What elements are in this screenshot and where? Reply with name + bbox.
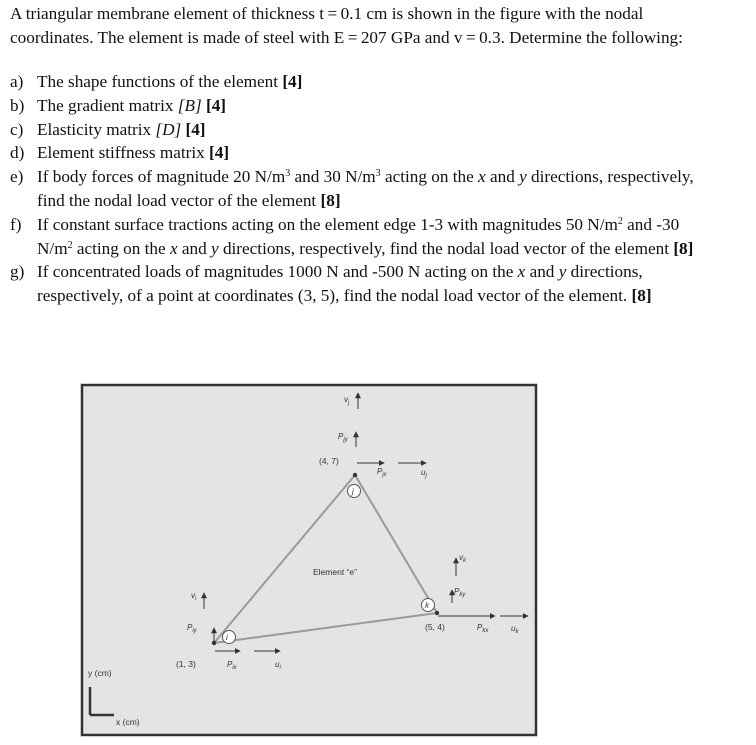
- node-i-v: $v_i$: [191, 591, 197, 602]
- question-g: [10, 260, 750, 308]
- node-k-point: [435, 611, 439, 615]
- matrix-symbol: [D]: [155, 119, 182, 139]
- node-i-px: $P_{ix}$: [227, 660, 237, 671]
- node-i-coords: (1, 3): [176, 659, 196, 669]
- node-j-point: [353, 473, 357, 477]
- question-text: and: [525, 262, 559, 282]
- question-label: d): [10, 143, 25, 163]
- question-text: respectively, of a point at coordinates (3, 5), find the nodal load vector of the element.: [37, 286, 628, 306]
- question-text: The shape functions of the element: [37, 72, 279, 91]
- question-label: b): [10, 95, 25, 115]
- problem-statement: [10, 2, 750, 49]
- node-j-u: $u_j$: [421, 468, 427, 479]
- question-text: N/m: [37, 238, 68, 258]
- question-marks: [4]: [205, 95, 227, 115]
- question-text: Elasticity matrix: [37, 119, 152, 139]
- question-c: [10, 118, 750, 142]
- element-label: Element “e”: [313, 567, 357, 577]
- variable-x: x: [517, 262, 526, 282]
- element-figure: [80, 383, 640, 738]
- question-text: directions, respectively,: [526, 167, 694, 187]
- variable-y: y: [519, 167, 527, 187]
- question-text: and -30: [622, 214, 680, 234]
- superscript: 2: [617, 215, 623, 227]
- question-text: If concentrated loads of magnitudes 1000 N and -500 N acting on the: [37, 262, 518, 282]
- node-j-v: $v_j$: [344, 395, 350, 406]
- question-marks: [8]: [673, 238, 694, 258]
- question-text: The gradient matrix: [37, 95, 174, 115]
- question-text: and 30 N/m: [290, 167, 376, 187]
- variable-x: x: [478, 167, 486, 187]
- node-k-coords: (5, 4): [425, 622, 445, 632]
- node-k-v: $v_k$: [459, 553, 466, 564]
- superscript: 3: [375, 168, 381, 180]
- figure-frame: [82, 385, 536, 735]
- intro-line-2: coordinates. The element is made of steel with E = 207 GPa and v = 0.3. Determine the following:: [10, 27, 683, 47]
- question-d: [10, 141, 750, 165]
- question-text: and: [485, 167, 520, 187]
- node-j-id: j: [352, 487, 354, 496]
- question-text: and: [177, 238, 211, 258]
- node-i-marker: [223, 631, 236, 644]
- node-k-px: $P_{kx}$: [477, 623, 489, 634]
- node-j-marker: [348, 485, 361, 498]
- question-marks: [8]: [631, 286, 652, 306]
- node-j-py: $P_{jy}$: [338, 432, 348, 443]
- question-text: Element stiffness matrix: [37, 143, 205, 163]
- question-label: e): [10, 167, 24, 187]
- question-text: If constant surface tractions acting on the element edge 1-3 with magnitudes 50 N/m: [37, 214, 618, 234]
- question-text: directions,: [566, 262, 643, 282]
- question-text: find the nodal load vector of the element: [37, 190, 317, 210]
- question-label: f): [10, 214, 22, 234]
- matrix-symbol: [B]: [177, 95, 202, 115]
- question-marks: [4]: [282, 72, 303, 91]
- question-f: [10, 213, 750, 261]
- intro-line-1: A triangular membrane element of thickness t = 0.1 cm is shown in the figure with the nodal: [10, 4, 644, 23]
- question-marks: [8]: [320, 190, 341, 210]
- node-i-py: $P_{iy}$: [187, 623, 197, 634]
- superscript: 2: [67, 239, 73, 251]
- node-k-u: $u_k$: [511, 624, 519, 635]
- question-label: c): [10, 119, 24, 139]
- question-text: acting on the: [72, 238, 170, 258]
- question-label: g): [10, 262, 25, 282]
- variable-y: y: [211, 238, 219, 258]
- node-j-coords: (4, 7): [319, 456, 339, 466]
- question-marks: [4]: [209, 143, 230, 163]
- question-marks: [4]: [185, 119, 206, 139]
- question-list: [10, 70, 750, 308]
- question-text: directions, respectively, find the nodal load vector of the element: [218, 238, 670, 258]
- node-k-py: $P_{ky}$: [454, 587, 466, 598]
- question-label: a): [10, 72, 24, 91]
- question-b: [10, 94, 750, 118]
- question-a: [10, 70, 750, 94]
- node-i-u: $u_i$: [275, 660, 281, 671]
- figure-canvas: [80, 383, 640, 738]
- question-text: acting on the: [380, 167, 479, 187]
- variable-x: x: [169, 238, 178, 258]
- y-axis-label: y (cm): [88, 668, 112, 678]
- node-k-id: k: [425, 601, 429, 610]
- node-j-px: $P_{jx}$: [377, 467, 387, 478]
- superscript: 3: [285, 168, 291, 180]
- x-axis-label: x (cm): [116, 717, 140, 727]
- variable-y: y: [558, 262, 567, 282]
- question-e: [10, 165, 750, 213]
- node-i-id: i: [226, 633, 228, 642]
- question-text: If body forces of magnitude 20 N/m: [37, 167, 286, 187]
